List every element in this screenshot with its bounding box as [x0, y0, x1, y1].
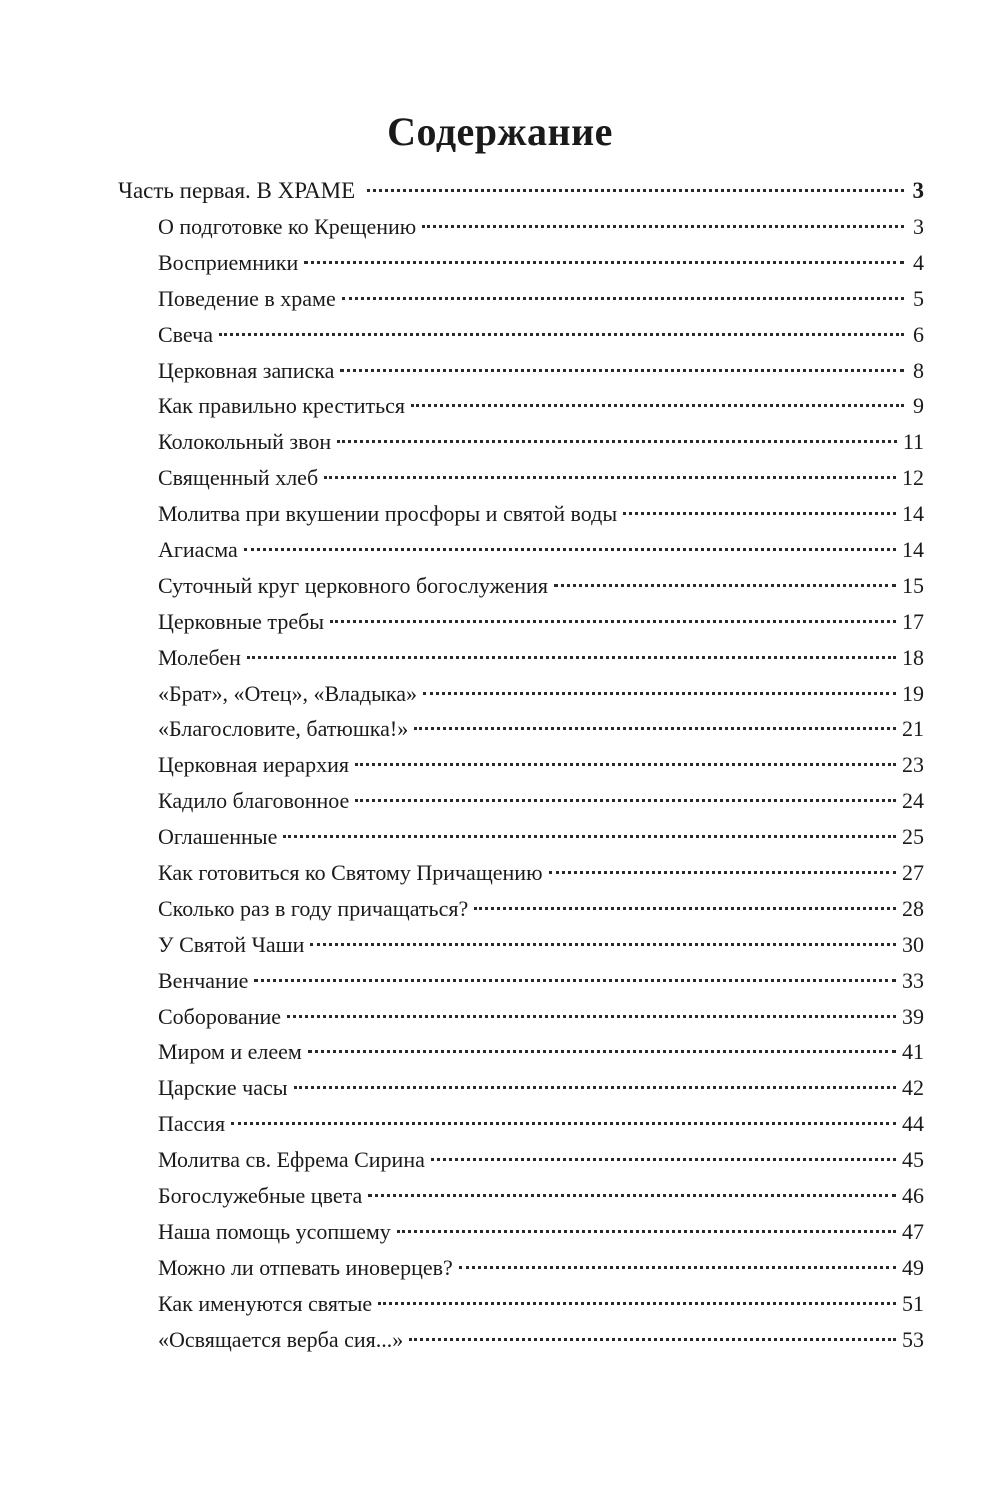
page-title: Содержание — [387, 109, 613, 154]
dot-leader — [368, 1194, 896, 1197]
toc-entry-label: Поведение в храме — [158, 285, 336, 311]
toc-entry-page-number: 41 — [902, 1039, 924, 1065]
toc-entry[interactable] — [118, 783, 924, 819]
toc-entry-page-number: 14 — [902, 537, 924, 563]
dot-leader — [219, 333, 904, 336]
dot-leader — [459, 1266, 896, 1269]
toc-entry[interactable] — [118, 1322, 924, 1358]
toc-entry-page-number: 27 — [902, 860, 924, 886]
toc-entry-label: У Святой Чаши — [158, 931, 305, 957]
dot-leader — [378, 1302, 896, 1305]
toc-entry-page-number: 17 — [902, 608, 924, 634]
toc-entry[interactable] — [118, 568, 924, 604]
toc-entry[interactable] — [118, 604, 924, 640]
toc-entry[interactable] — [118, 388, 924, 424]
toc-entry[interactable] — [118, 1286, 924, 1322]
toc-entry-page-number: 46 — [902, 1183, 924, 1209]
dot-leader — [244, 548, 896, 551]
toc-entry[interactable] — [118, 891, 924, 927]
toc-entry-page-number: 28 — [902, 895, 924, 921]
dot-leader — [294, 1086, 896, 1089]
dot-leader — [342, 297, 904, 300]
dot-leader — [355, 799, 896, 802]
toc-entry[interactable] — [118, 640, 924, 676]
dot-leader — [474, 907, 896, 910]
toc-entry[interactable] — [118, 245, 924, 281]
dot-leader — [431, 1158, 896, 1161]
dot-leader — [304, 261, 904, 264]
toc-entry-label: Венчание — [158, 967, 249, 993]
toc-entry-label: «Освящается верба сия...» — [158, 1326, 404, 1352]
dot-leader — [623, 512, 896, 515]
dot-leader — [324, 476, 896, 479]
toc-entry-page-number: 30 — [902, 931, 924, 957]
toc-entry-page-number: 39 — [902, 1003, 924, 1029]
toc-entry-label: Миром и елеем — [158, 1039, 302, 1065]
toc-entry-label: Соборование — [158, 1003, 282, 1029]
toc-entry-label: Кадило благовонное — [158, 788, 350, 814]
toc-entry-label: Оглашенные — [158, 824, 278, 850]
toc-entry-label: Священный хлеб — [158, 465, 319, 491]
toc-entry[interactable] — [118, 927, 924, 963]
toc-entry[interactable] — [118, 532, 924, 568]
toc-entry-label: Как готовиться ко Святому Причащению — [158, 860, 543, 886]
toc-entry[interactable] — [118, 711, 924, 747]
toc-entry-page-number: 21 — [902, 716, 924, 742]
toc-entry[interactable] — [118, 963, 924, 999]
toc-entry-label: Молитва при вкушении просфоры и святой воды — [158, 501, 618, 527]
toc-part-heading[interactable] — [118, 173, 924, 209]
toc-entry-page-number: 25 — [902, 824, 924, 850]
toc-entry-page-number: 51 — [902, 1290, 924, 1316]
dot-leader — [367, 189, 904, 192]
toc-entry-page-number: 8 — [913, 357, 924, 383]
toc-entry-page-number: 11 — [902, 429, 924, 455]
dot-leader — [330, 620, 896, 623]
dot-leader — [340, 369, 904, 372]
toc-entry-page-number: 14 — [902, 501, 924, 527]
toc-entry-label: Агиасма — [158, 537, 238, 563]
toc-entry-page-number: 33 — [902, 967, 924, 993]
toc-entry-page-number: 49 — [902, 1254, 924, 1280]
toc-entry-page-number: 5 — [913, 285, 924, 311]
toc-entry[interactable] — [118, 747, 924, 783]
dot-leader — [287, 1015, 896, 1018]
dot-leader — [554, 584, 896, 587]
dot-leader — [308, 1050, 896, 1053]
toc-entry[interactable] — [118, 999, 924, 1035]
toc-entry[interactable] — [118, 460, 924, 496]
toc-entry-label: Свеча — [158, 321, 213, 347]
toc-entry[interactable] — [118, 1250, 924, 1286]
dot-leader — [355, 763, 896, 766]
toc-entry-page-number: 42 — [902, 1075, 924, 1101]
toc-entry-page-number: 24 — [902, 788, 924, 814]
toc-entry[interactable] — [118, 1178, 924, 1214]
toc-entry-label: Наша помощь усопшему — [158, 1218, 391, 1244]
toc-entry-page-number: 45 — [902, 1147, 924, 1173]
toc-entry-label: «Брат», «Отец», «Владыка» — [158, 680, 417, 706]
dot-leader — [422, 225, 904, 228]
toc-entry-label: Пассия — [158, 1111, 226, 1137]
toc-entry[interactable] — [118, 353, 924, 389]
toc-entry[interactable] — [118, 819, 924, 855]
toc-entry[interactable] — [118, 281, 924, 317]
toc-entry[interactable] — [118, 496, 924, 532]
toc-entry-label: Молебен — [158, 644, 241, 670]
toc-entry-page-number: 44 — [902, 1111, 924, 1137]
dot-leader — [409, 1338, 896, 1341]
toc-entry-label: Восприемники — [158, 249, 299, 275]
toc-entry[interactable] — [118, 1142, 924, 1178]
toc-entry-page-number: 6 — [913, 321, 924, 347]
dot-leader — [254, 979, 896, 982]
toc-entry-page-number: 23 — [902, 752, 924, 778]
toc-entry-label: Колокольный звон — [158, 429, 332, 455]
toc-entry-label: Молитва св. Ефрема Сирина — [158, 1147, 425, 1173]
dot-leader — [397, 1230, 896, 1233]
toc-entry-page-number: 9 — [913, 393, 924, 419]
toc-entry-label: Богослужебные цвета — [158, 1183, 363, 1209]
toc-entry-label: Суточный круг церковного богослужения — [158, 572, 548, 598]
toc-entry-label: Церковная иерархия — [158, 752, 349, 778]
toc-entry-label: Церковная записка — [158, 357, 335, 383]
toc-entry[interactable] — [118, 1214, 924, 1250]
toc-entry[interactable] — [118, 1070, 924, 1106]
dot-leader — [549, 871, 896, 874]
toc-entry-page-number: 3 — [913, 214, 924, 239]
dot-leader — [283, 835, 896, 838]
toc-entry[interactable] — [118, 1034, 924, 1070]
toc-entry-label: Как именуются святые — [158, 1290, 373, 1316]
dot-leader — [247, 656, 896, 659]
toc-entry-label: «Благословите, батюшка!» — [158, 716, 409, 742]
toc-entry-label: Можно ли отпевать иноверцев? — [158, 1254, 453, 1280]
dot-leader — [414, 727, 896, 730]
toc-entry-page-number: 19 — [902, 680, 924, 706]
toc-entry[interactable] — [118, 676, 924, 712]
toc-entry-page-number: 12 — [902, 465, 924, 491]
dot-leader — [310, 943, 896, 946]
toc-entry-page-number: 18 — [902, 644, 924, 670]
toc-entry[interactable] — [118, 855, 924, 891]
toc-entry-page-number: 15 — [902, 572, 924, 598]
dot-leader — [231, 1122, 896, 1125]
dot-leader — [337, 440, 897, 443]
table-of-contents — [118, 173, 924, 1358]
toc-part-page-number: 3 — [912, 178, 924, 203]
toc-entry-page-number: 4 — [913, 249, 924, 275]
dot-leader — [423, 692, 896, 695]
toc-entry[interactable] — [118, 1106, 924, 1142]
toc-entry-page-number: 53 — [902, 1326, 924, 1352]
toc-entry-label: О подготовке ко Крещению — [158, 214, 417, 239]
toc-entry-page-number: 47 — [902, 1218, 924, 1244]
toc-entry-label: Царские часы — [158, 1075, 288, 1101]
toc-entry-label: Как правильно креститься — [158, 393, 406, 419]
toc-entry[interactable] — [118, 317, 924, 353]
toc-entry-label: Церковные требы — [158, 608, 325, 634]
toc-entry-label: Сколько раз в году причащаться? — [158, 895, 469, 921]
toc-part-label: Часть первая. В ХРАМЕ — [118, 178, 356, 203]
toc-entry[interactable] — [118, 424, 924, 460]
dot-leader — [411, 404, 904, 407]
toc-entry[interactable] — [118, 209, 924, 245]
